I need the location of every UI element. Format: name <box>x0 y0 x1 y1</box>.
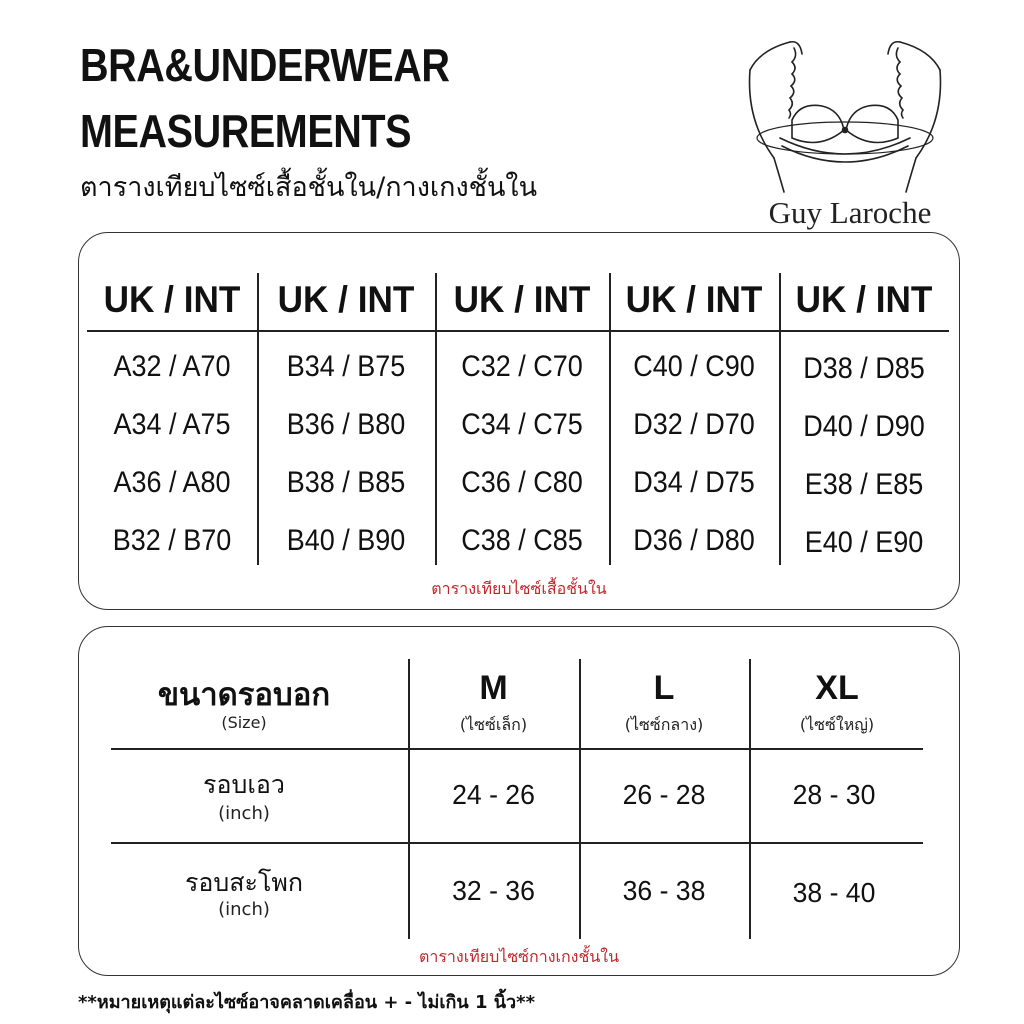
underwear-header-divider <box>111 748 923 750</box>
bra-column-divider <box>257 273 259 565</box>
bra-size-cell: C32 / C70 <box>461 350 583 383</box>
bra-header-cell: UK / INT <box>625 279 763 320</box>
bra-size-panel <box>78 232 960 610</box>
waist-value: 28 - 30 <box>792 779 876 810</box>
underwear-row-divider <box>111 842 923 844</box>
bra-size-cell: C34 / C75 <box>461 408 583 441</box>
bra-size-cell: A34 / A75 <box>113 408 231 441</box>
size-code-m: M <box>479 669 508 707</box>
size-desc: (ไซซ์ใหญ่) <box>799 715 875 734</box>
page-title-line-1: BRA&UNDERWEAR <box>80 39 450 91</box>
row-label-hip: รอบสะโพก <box>184 868 304 897</box>
bra-header-cell: UK / INT <box>795 279 933 320</box>
page-title-line-2: MEASUREMENTS <box>80 105 412 157</box>
underwear-table-caption: ตารางเทียบไซซ์กางเกงชั้นใน <box>418 947 620 966</box>
row-label-waist: รอบเอว <box>203 770 285 799</box>
footnote: **หมายเหตุแต่ละไซซ์อาจคลาดเคลื่อน + - ไม่เกิน 1 นิ้ว** <box>78 992 535 1013</box>
brand-name: Guy Laroche <box>768 195 932 230</box>
size-desc: (ไซซ์เล็ก) <box>459 715 528 734</box>
bra-column-divider <box>779 273 781 565</box>
bra-size-cell: B36 / B80 <box>286 408 406 441</box>
bra-size-cell: D36 / D80 <box>633 524 755 557</box>
bra-size-cell: B32 / B70 <box>112 524 232 557</box>
bra-size-cell: D32 / D70 <box>633 408 755 441</box>
bra-illustration-icon <box>740 20 950 195</box>
bra-header-cell: UK / INT <box>277 279 415 320</box>
bra-header-cell: UK / INT <box>103 279 241 320</box>
bra-size-cell: B40 / B90 <box>286 524 406 557</box>
bra-column-divider <box>609 273 611 565</box>
bra-header-cell: UK / INT <box>453 279 591 320</box>
bra-size-cell: B38 / B85 <box>286 466 406 499</box>
bra-size-cell: C38 / C85 <box>461 524 583 557</box>
row-unit: (inch) <box>218 803 270 824</box>
underwear-size-panel <box>78 626 960 976</box>
brand-logo <box>740 20 950 235</box>
bra-size-cell: C40 / C90 <box>633 350 755 383</box>
waist-value: 24 - 26 <box>452 779 535 810</box>
bra-size-cell: E38 / E85 <box>804 468 924 501</box>
page-subtitle: ตารางเทียบไซซ์เสื้อชั้นใน/กางเกงชั้นใน <box>80 172 538 203</box>
size-code-xl: XL <box>815 669 859 707</box>
hip-value: 38 - 40 <box>792 877 876 908</box>
bra-size-cell: C36 / C80 <box>461 466 583 499</box>
hip-value: 32 - 36 <box>452 875 535 906</box>
size-sub-label: (Size) <box>221 713 267 732</box>
bra-table-caption: ตารางเทียบไซซ์เสื้อชั้นใน <box>431 579 607 598</box>
hip-value: 36 - 38 <box>622 875 706 906</box>
size-code-l: L <box>653 669 675 707</box>
bra-size-cell: D38 / D85 <box>803 352 925 385</box>
waist-value: 26 - 28 <box>622 779 706 810</box>
bra-size-cell: B34 / B75 <box>286 350 406 383</box>
bra-size-cell: D34 / D75 <box>633 466 755 499</box>
bra-size-cell: D40 / D90 <box>803 410 925 443</box>
size-label: ขนาดรอบอก <box>157 677 331 713</box>
row-unit: (inch) <box>218 899 270 920</box>
bra-header-divider <box>87 330 949 332</box>
bra-column-divider <box>435 273 437 565</box>
bra-size-cell: E40 / E90 <box>804 526 924 559</box>
bra-size-cell: A32 / A70 <box>113 350 231 383</box>
bra-size-cell: A36 / A80 <box>113 466 231 499</box>
size-desc: (ไซซ์กลาง) <box>624 715 704 734</box>
